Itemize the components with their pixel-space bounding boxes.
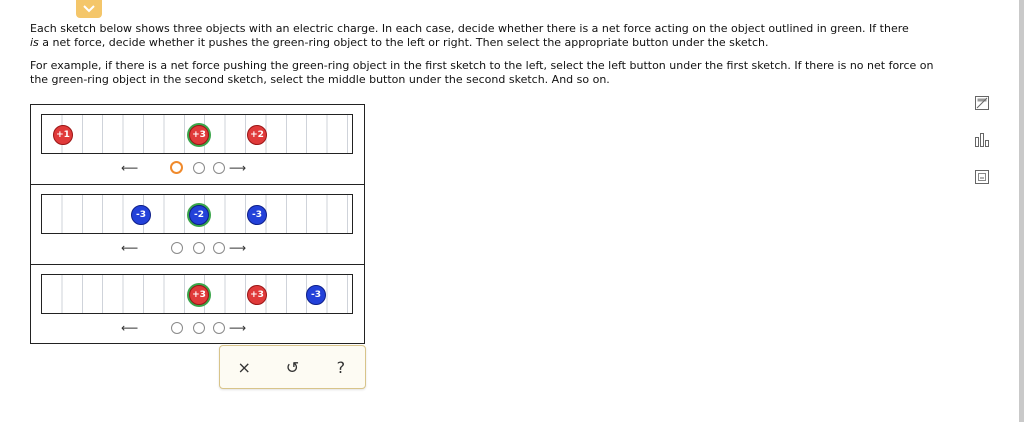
left-arrow-icon: ⟵ xyxy=(121,241,139,255)
target-charge: +3 xyxy=(189,125,209,145)
charge-track xyxy=(41,114,353,154)
target-charge: -2 xyxy=(189,205,209,225)
sketch-1 xyxy=(31,105,364,185)
right-force-radio[interactable] xyxy=(213,322,225,334)
clear-button[interactable]: × xyxy=(237,357,251,377)
right-force-radio[interactable] xyxy=(213,162,225,174)
no-force-radio[interactable] xyxy=(193,162,205,174)
right-arrow-icon: ⟶ xyxy=(229,321,247,335)
right-force-radio[interactable] xyxy=(213,242,225,254)
no-force-radio[interactable] xyxy=(193,242,205,254)
charge: -3 xyxy=(247,205,267,225)
instructions xyxy=(30,22,950,96)
collapse-toggle-button[interactable] xyxy=(76,0,102,18)
right-arrow-icon: ⟶ xyxy=(229,161,247,175)
force-choice-group xyxy=(121,240,281,256)
charge-track xyxy=(41,274,353,314)
sketch-2 xyxy=(31,185,364,265)
undo-button[interactable]: ↺ xyxy=(285,357,300,377)
instructions-paragraph-2: For example, if there is a net force pushing the green-ring object in the first sketch to the left, select the left button under the first sketch. If there is no net force on the green-ring object in the second sketch, select the middle button under the second sketch. And so on. xyxy=(30,59,934,86)
answer-toolbar xyxy=(219,345,366,389)
charge: +1 xyxy=(53,125,73,145)
right-arrow-icon: ⟶ xyxy=(229,241,247,255)
chevron-down-icon xyxy=(83,5,95,13)
target-charge: +3 xyxy=(189,285,209,305)
force-choice-group xyxy=(121,160,281,176)
charge: -3 xyxy=(131,205,151,225)
help-button[interactable]: ? xyxy=(336,357,346,377)
sketch-panel xyxy=(30,104,365,344)
charge-track xyxy=(41,194,353,234)
left-arrow-icon: ⟵ xyxy=(121,161,139,175)
left-arrow-icon: ⟵ xyxy=(121,321,139,335)
force-choice-group xyxy=(121,320,281,336)
sketch-3 xyxy=(31,265,364,345)
calculator-icon[interactable] xyxy=(974,95,990,111)
left-force-radio[interactable] xyxy=(171,242,183,254)
instructions-paragraph-1: Each sketch below shows three objects with an electric charge. In each case, decide whether there is a net force acting on the object outlined in green. If there is a net force, decide whether it pushes the green-ring object to the left or right. Then select the appropriate button under the sketch. xyxy=(30,22,909,49)
charge: +3 xyxy=(247,285,267,305)
left-force-radio[interactable] xyxy=(170,161,183,174)
periodic-table-icon[interactable] xyxy=(974,169,990,185)
charge: +2 xyxy=(247,125,267,145)
scrollbar[interactable] xyxy=(1019,0,1024,422)
no-force-radio[interactable] xyxy=(193,322,205,334)
charge: -3 xyxy=(306,285,326,305)
left-force-radio[interactable] xyxy=(171,322,183,334)
side-toolbar xyxy=(974,95,992,206)
bar-chart-icon[interactable] xyxy=(974,132,990,148)
